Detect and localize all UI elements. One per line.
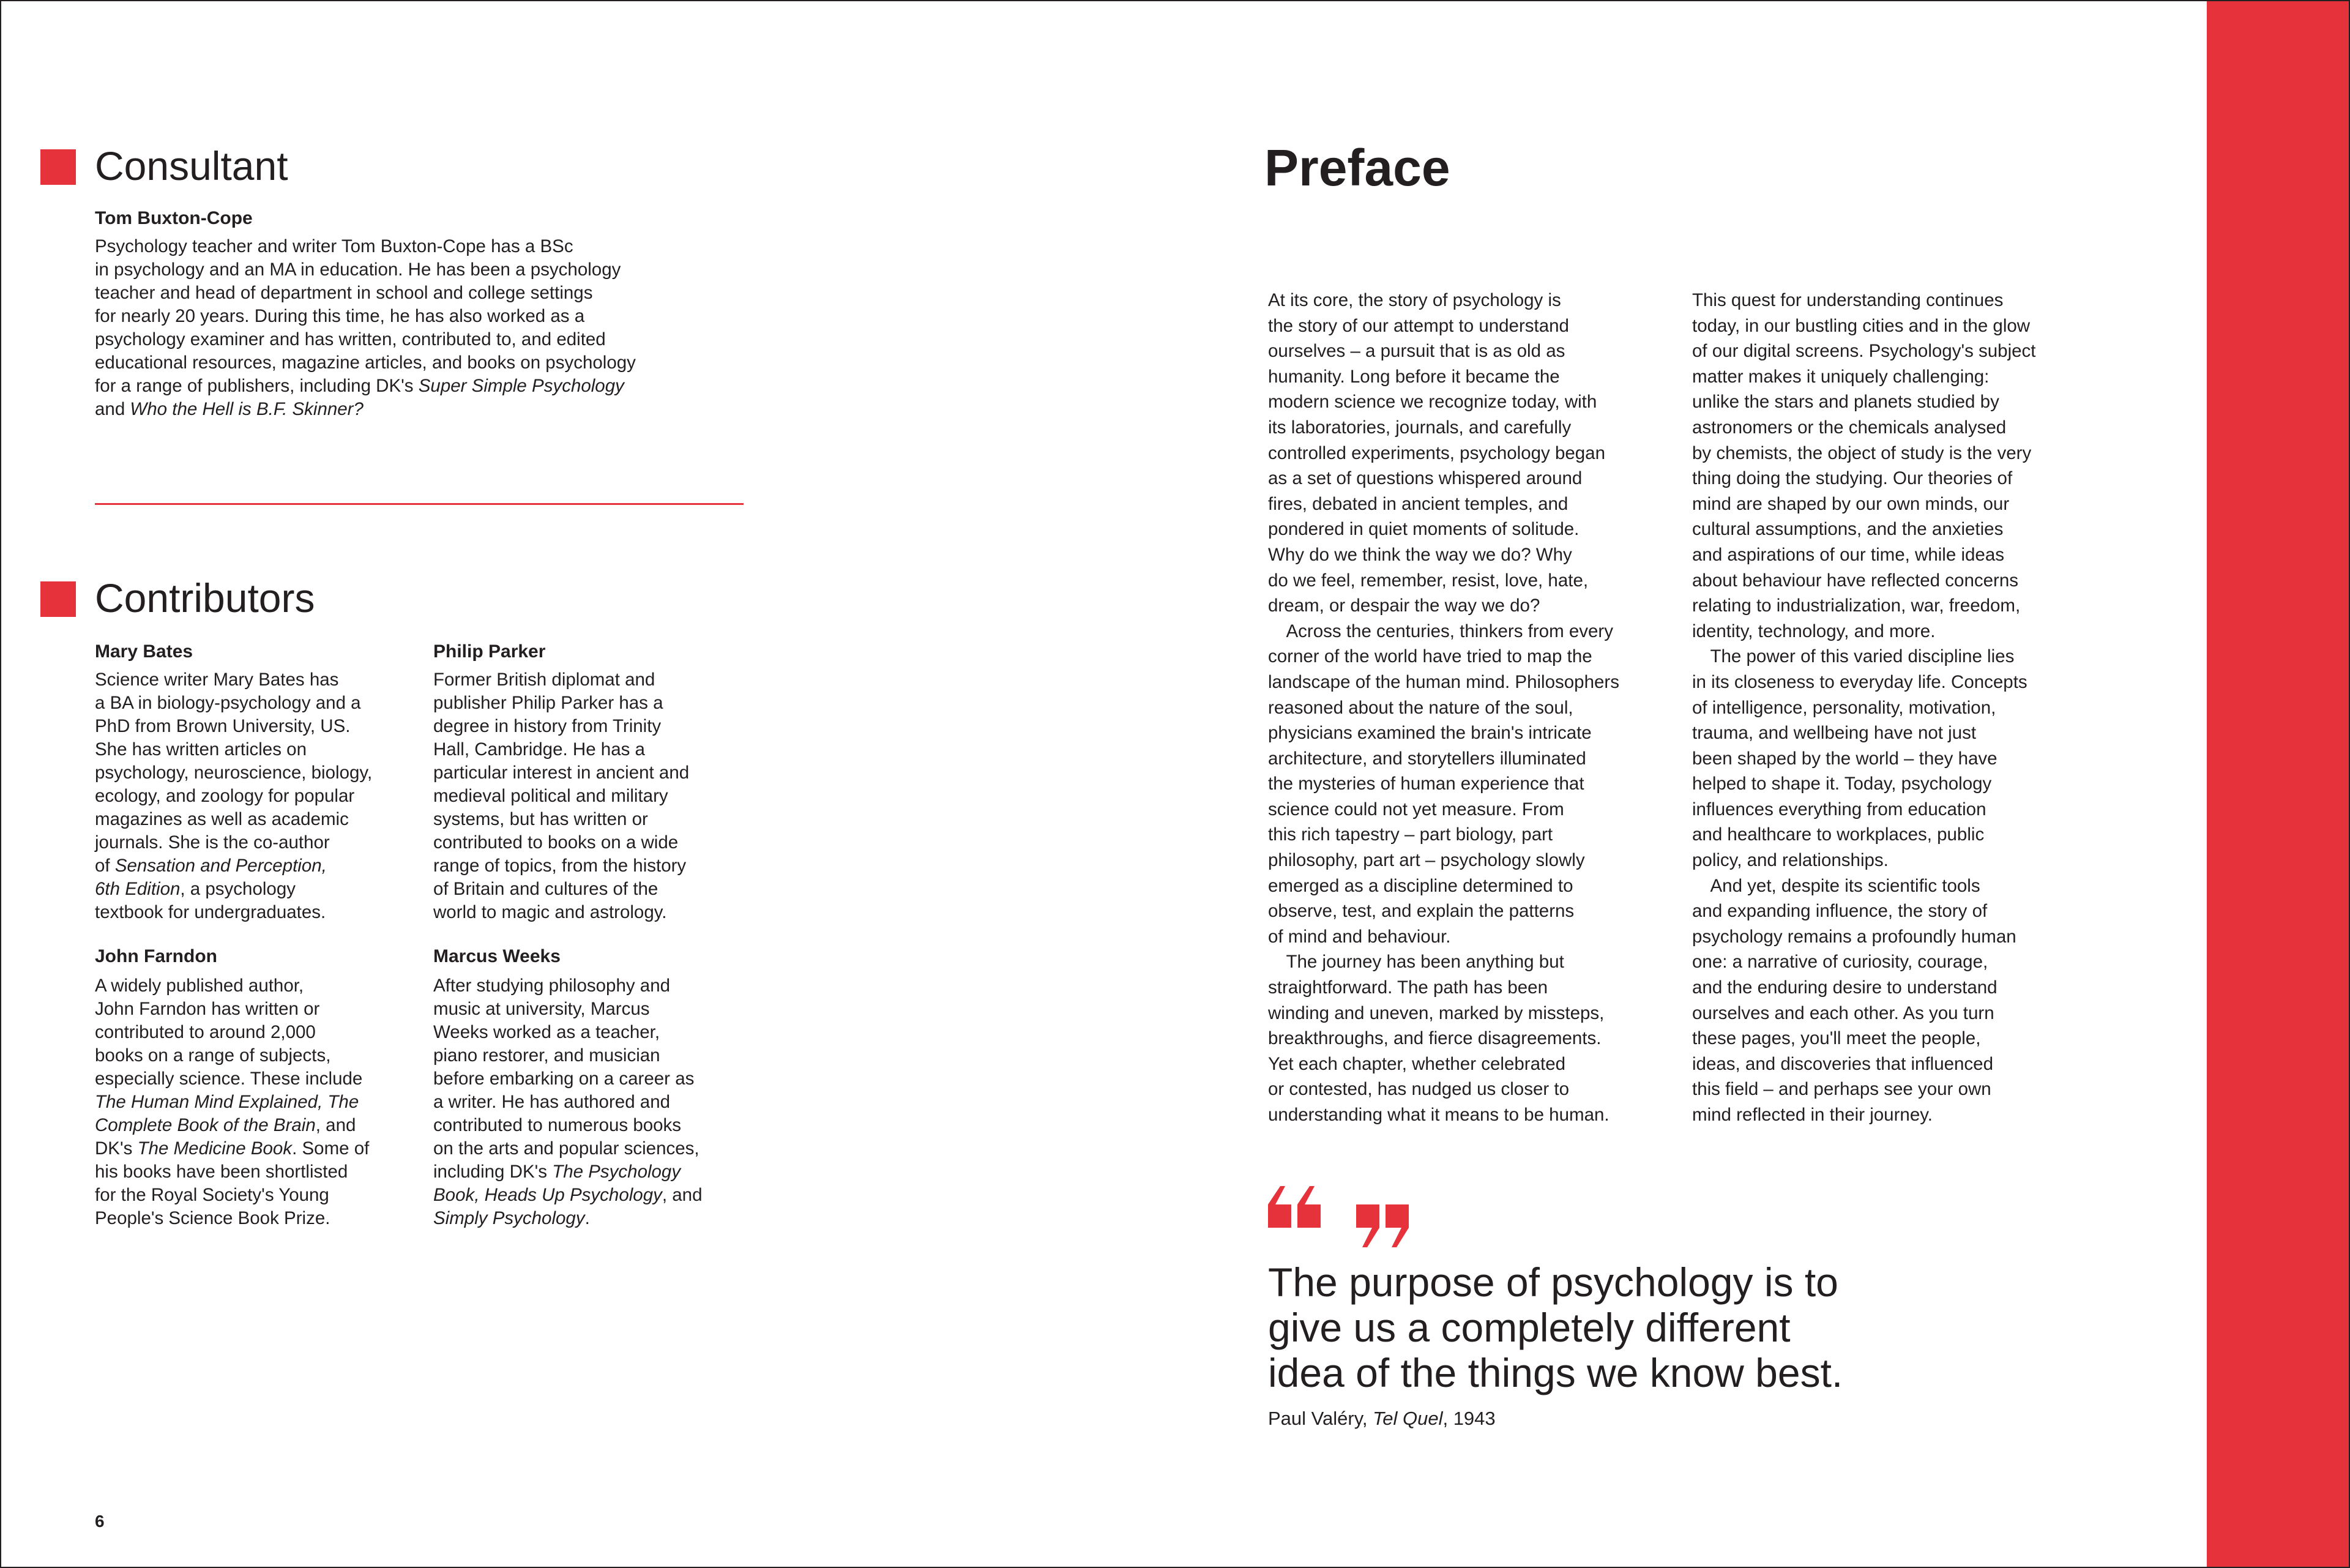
preface-line: emerged as a discipline determined to (1268, 875, 1573, 896)
bio-line: a BA in biology-psychology and a (95, 693, 361, 713)
consultant-bio (95, 235, 636, 421)
preface-line: and the enduring desire to understand (1692, 977, 1997, 998)
bio-line: in psychology and an MA in education. He has been a psychology (95, 259, 621, 280)
contributor-name-mary-bates: Mary Bates (95, 641, 193, 662)
preface-line: science could not yet measure. From (1268, 799, 1564, 819)
bio-line: range of topics, from the history (433, 856, 687, 876)
bio-line (95, 375, 636, 398)
book-edition: 6th Edition (95, 879, 181, 899)
bio-line: Science writer Mary Bates has (95, 670, 339, 690)
preface-line: of mind and behaviour. (1268, 926, 1451, 947)
contributor-name-philip-parker: Philip Parker (433, 641, 546, 662)
preface-line: ourselves – a pursuit that is as old as (1268, 341, 1565, 362)
preface-title: Preface (1264, 139, 1450, 196)
attribution-work: Tel Quel (1373, 1408, 1443, 1429)
pull-quote (1268, 1260, 1843, 1395)
bio-text: DK's (95, 1138, 138, 1159)
bio-line (433, 1160, 703, 1184)
attribution-year: , 1943 (1442, 1408, 1496, 1429)
preface-line: about behaviour have reflected concerns (1692, 570, 2018, 591)
preface-column-2 (1692, 288, 2036, 1128)
preface-line: pondered in quiet moments of solitude. (1268, 519, 1580, 540)
preface-line: of intelligence, personality, motivation, (1692, 697, 1996, 718)
preface-line: humanity. Long before it became the (1268, 366, 1560, 387)
bio-line: contributed to books on a wide (433, 832, 679, 853)
preface-line: thing doing the studying. Our theories of (1692, 468, 2013, 489)
preface-line: or contested, has nudged us closer to (1268, 1079, 1569, 1100)
section-divider (95, 503, 744, 505)
preface-line: winding and uneven, marked by missteps, (1268, 1002, 1605, 1023)
quotation-marks-icon (1267, 1186, 1420, 1252)
preface-line: And yet, despite its scientific tools (1692, 875, 1980, 896)
bio-line: for nearly 20 years. During this time, he has also worked as a (95, 306, 585, 326)
preface-line: understanding what it means to be human. (1268, 1105, 1610, 1125)
bio-line: his books have been shortlisted (95, 1162, 348, 1182)
contributor-bio-marcus-weeks (433, 974, 703, 1230)
preface-line: mind reflected in their journey. (1692, 1105, 1933, 1125)
bio-line: contributed to numerous books (433, 1115, 682, 1135)
preface-line: psychology remains a profoundly human (1692, 926, 2016, 947)
bio-text: , and (315, 1115, 356, 1135)
preface-line: helped to shape it. Today, psychology (1692, 774, 1992, 794)
bio-text: of (95, 856, 115, 876)
red-edge-band (2207, 1, 2349, 1567)
bio-line (95, 398, 636, 421)
bio-line: magazines as well as academic (95, 809, 349, 829)
bio-text: , a psychology (180, 879, 296, 899)
consultant-marker-square (40, 149, 76, 185)
preface-line: and aspirations of our time, while ideas (1692, 544, 2004, 565)
preface-line: unlike the stars and planets studied by (1692, 392, 1999, 413)
page-number: 6 (95, 1512, 105, 1531)
bio-line (433, 1207, 703, 1230)
preface-line: been shaped by the world – they have (1692, 748, 1997, 769)
bio-line: especially science. These include (95, 1069, 363, 1089)
book-title: The Psychology (552, 1162, 681, 1182)
preface-line: philosophy, part art – psychology slowly (1268, 850, 1585, 871)
book-title: Simply Psychology (433, 1208, 585, 1228)
bio-line: particular interest in ancient and (433, 763, 690, 783)
preface-line: today, in our bustling cities and in the glow (1692, 315, 2031, 336)
quote-line: The purpose of psychology is to (1268, 1260, 1838, 1305)
bio-line: ecology, and zoology for popular (95, 786, 355, 806)
preface-line: the mysteries of human experience that (1268, 774, 1584, 794)
quote-line: give us a completely different (1268, 1305, 1791, 1350)
bio-line: contributed to around 2,000 (95, 1022, 316, 1042)
preface-line: corner of the world have tried to map the (1268, 646, 1592, 667)
bio-line: PhD from Brown University, US. (95, 716, 351, 736)
contributors-marker-square (40, 581, 76, 617)
bio-line: books on a range of subjects, (95, 1045, 331, 1066)
bio-line: of Britain and cultures of the (433, 879, 658, 899)
bio-line (95, 1091, 369, 1114)
preface-line: reasoned about the nature of the soul, (1268, 697, 1573, 718)
attribution-author: Paul Valéry, (1268, 1408, 1373, 1429)
preface-line: matter makes it uniquely challenging: (1692, 366, 1990, 387)
preface-line: the story of our attempt to understand (1268, 315, 1569, 336)
preface-line: relating to industrialization, war, freedom, (1692, 595, 2021, 616)
book-title: Book, Heads Up Psychology (433, 1185, 662, 1205)
preface-line: its laboratories, journals, and carefully (1268, 417, 1572, 438)
preface-line: this rich tapestry – part biology, part (1268, 824, 1553, 845)
preface-line: modern science we recognize today, with (1268, 392, 1597, 413)
preface-line: and healthcare to workplaces, public (1692, 824, 1985, 845)
bio-line: educational resources, magazine articles, and books on psychology (95, 353, 636, 373)
preface-line: astronomers or the chemicals analysed (1692, 417, 2007, 438)
preface-line: controlled experiments, psychology began (1268, 442, 1605, 463)
bio-line: John Farndon has written or (95, 999, 320, 1019)
preface-line: observe, test, and explain the patterns (1268, 901, 1575, 922)
bio-text: . (584, 1208, 590, 1228)
preface-line: of our digital screens. Psychology's subject (1692, 341, 2036, 362)
preface-line: fires, debated in ancient temples, and (1268, 493, 1569, 514)
bio-line: People's Science Book Prize. (95, 1208, 330, 1228)
preface-line: physicians examined the brain's intricate (1268, 723, 1592, 744)
bio-line: textbook for undergraduates. (95, 902, 326, 922)
preface-line: Why do we think the way we do? Why (1268, 544, 1572, 565)
preface-line: Yet each chapter, whether celebrated (1268, 1053, 1566, 1074)
preface-line: by chemists, the object of study is the very (1692, 442, 2032, 463)
bio-text: . Some of (292, 1138, 370, 1159)
contributor-name-john-farndon: John Farndon (95, 946, 217, 966)
quote-line: idea of the things we know best. (1268, 1350, 1843, 1395)
book-title: The Medicine Book (137, 1138, 293, 1159)
bio-line: a writer. He has authored and (433, 1092, 671, 1112)
book-title: Sensation and Perception, (114, 856, 327, 876)
bio-line: world to magic and astrology. (433, 902, 667, 922)
bio-line: After studying philosophy and (433, 976, 671, 996)
bio-line: Hall, Cambridge. He has a (433, 739, 645, 760)
preface-line: landscape of the human mind. Philosophers (1268, 671, 1619, 692)
consultant-name: Tom Buxton-Cope (95, 208, 253, 228)
bio-line: medieval political and military (433, 786, 668, 806)
preface-line: architecture, and storytellers illuminated (1268, 748, 1586, 769)
preface-line: ideas, and discoveries that influenced (1692, 1053, 1993, 1074)
bio-line: degree in history from Trinity (433, 716, 662, 736)
bio-line: journals. She is the co-author (95, 832, 330, 853)
preface-line: one: a narrative of curiosity, courage, (1692, 952, 1988, 973)
bio-line (95, 1137, 369, 1160)
preface-line: policy, and relationships. (1692, 850, 1889, 871)
preface-line: This quest for understanding continues (1692, 290, 2004, 310)
bio-line: piano restorer, and musician (433, 1045, 660, 1066)
preface-line: The journey has been anything but (1268, 952, 1564, 973)
preface-line: this field – and perhaps see your own (1692, 1079, 1991, 1100)
bio-line: Weeks worked as a teacher, (433, 1022, 660, 1042)
preface-line: breakthroughs, and fierce disagreements. (1268, 1028, 1602, 1049)
book-title: The Human Mind Explained, The (95, 1092, 359, 1112)
bio-line: music at university, Marcus (433, 999, 650, 1019)
preface-line: trauma, and wellbeing have not just (1692, 723, 1977, 744)
bio-line (95, 854, 372, 878)
preface-line: identity, technology, and more. (1692, 621, 1936, 641)
bio-line: psychology, neuroscience, biology, (95, 763, 373, 783)
book-title: Super Simple Psychology (418, 376, 624, 396)
preface-line: cultural assumptions, and the anxieties (1692, 519, 2004, 540)
preface-line: do we feel, remember, resist, love, hate, (1268, 570, 1589, 591)
preface-line: At its core, the story of psychology is (1268, 290, 1561, 310)
bio-line: Psychology teacher and writer Tom Buxton-Cope has a BSc (95, 236, 573, 256)
preface-line: ourselves and each other. As you turn (1692, 1002, 1994, 1023)
preface-line: Across the centuries, thinkers from every (1268, 621, 1613, 641)
preface-line: and expanding influence, the story of (1692, 901, 1988, 922)
bio-line: A widely published author, (95, 976, 304, 996)
bio-text: , and (662, 1185, 703, 1205)
bio-line: before embarking on a career as (433, 1069, 695, 1089)
preface-line: influences everything from education (1692, 799, 1986, 819)
contributor-name-marcus-weeks: Marcus Weeks (433, 946, 561, 966)
preface-column-1 (1268, 288, 1619, 1128)
bio-line (95, 878, 372, 901)
preface-line: in its closeness to everyday life. Concepts (1692, 671, 2027, 692)
bio-text: for a range of publishers, including DK's (95, 376, 419, 396)
book-title: Complete Book of the Brain (95, 1115, 316, 1135)
bio-line: Former British diplomat and (433, 670, 655, 690)
preface-line: mind are shaped by our own minds, our (1692, 493, 2010, 514)
preface-line: dream, or despair the way we do? (1268, 595, 1540, 616)
book-title: Who the Hell is B.F. Skinner? (130, 399, 364, 419)
consultant-heading: Consultant (95, 143, 288, 189)
preface-line: The power of this varied discipline lies (1692, 646, 2015, 667)
bio-line (95, 1114, 369, 1137)
bio-line: systems, but has written or (433, 809, 648, 829)
bio-line: teacher and head of department in school and college settings (95, 283, 593, 303)
preface-line: these pages, you'll meet the people, (1692, 1028, 1981, 1049)
contributor-bio-john-farndon (95, 974, 369, 1230)
contributor-bio-philip-parker (433, 668, 689, 924)
preface-line: straightforward. The path has been (1268, 977, 1548, 998)
preface-line: as a set of questions whispered around (1268, 468, 1583, 489)
bio-text: and (95, 399, 130, 419)
quote-attribution (1268, 1408, 1496, 1430)
bio-line: on the arts and popular sciences, (433, 1138, 699, 1159)
bio-line: for the Royal Society's Young (95, 1185, 329, 1205)
bio-line: psychology examiner and has written, contributed to, and edited (95, 329, 606, 349)
bio-text: including DK's (433, 1162, 553, 1182)
contributor-bio-mary-bates (95, 668, 372, 924)
bio-line (433, 1184, 703, 1207)
bio-line: publisher Philip Parker has a (433, 693, 663, 713)
contributors-heading: Contributors (95, 575, 315, 621)
bio-line: She has written articles on (95, 739, 307, 760)
